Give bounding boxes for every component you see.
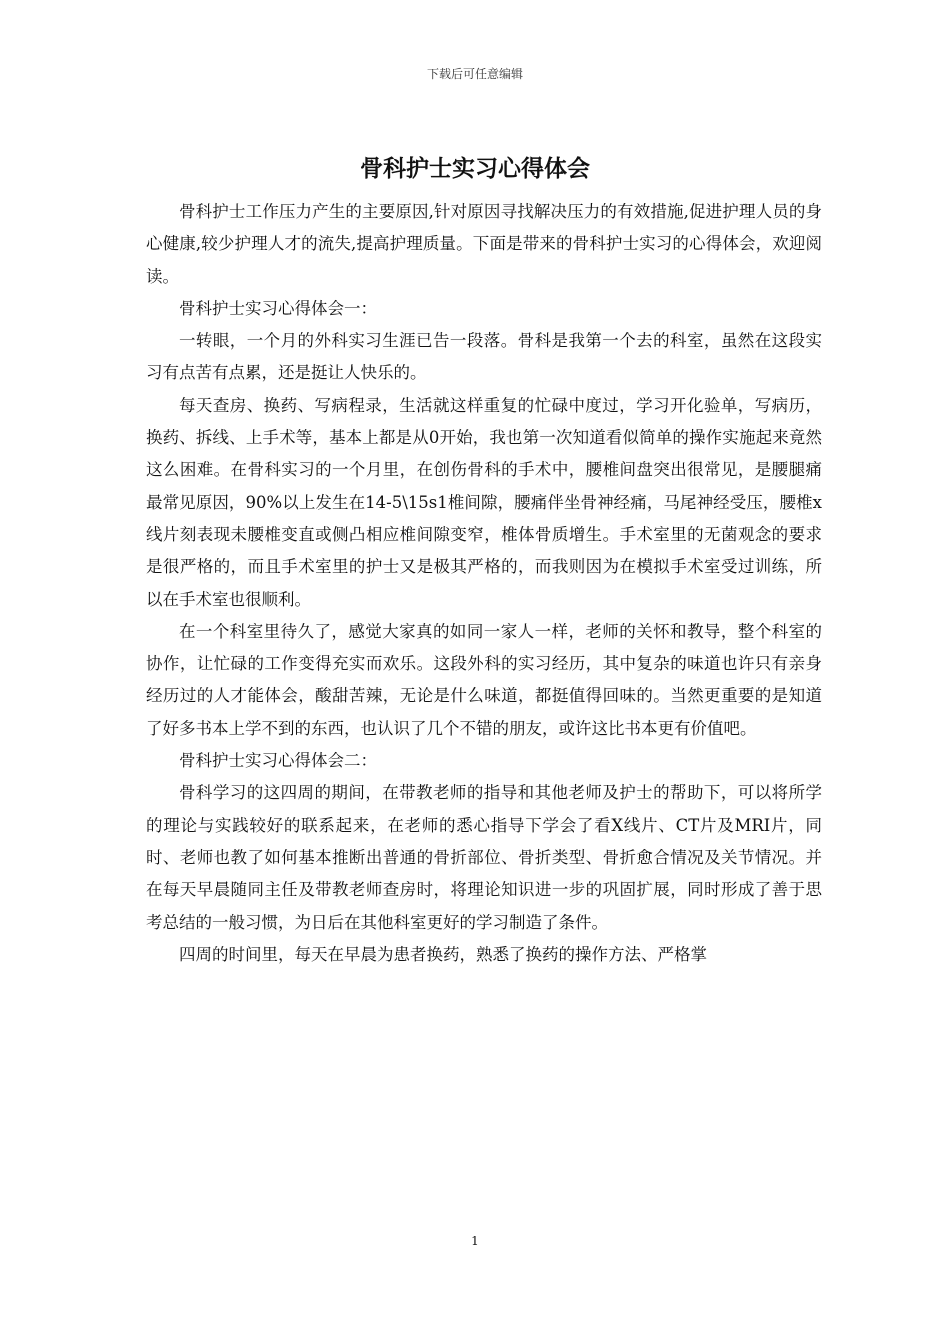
page-number: 1 [471, 1234, 479, 1248]
paragraph: 在一个科室里待久了，感觉大家真的如同一家人一样，老师的关怀和教导，整个科室的协作，让忙碌的工作变得充实而欢乐。这段外科的实习经历，其中复杂的味道也许只有亲身经历过的人才能体会，酸甜苦辣，无论是什么味道，都挺值得回味的。当然更重要的是知道了好多书本上学不到的东西，也认识了几个不错的朋友，或许这比书本更有价值吧。 [146, 621, 822, 738]
paragraph-intro: 骨科护士工作压力产生的主要原因,针对原因寻找解决压力的有效措施,促进护理人员的身心健康,较少护理人才的流失,提高护理质量。下面是带来的骨科护士实习的心得体会，欢迎阅读。 [146, 202, 822, 286]
paragraph: 骨科学习的这四周的期间，在带教老师的指导和其他老师及护士的帮助下，可以将所学的理论与实践较好的联系起来，在老师的悉心指导下学会了看X线片、CT片及MRI片，同时、老师也教了如何基本推断出普通的骨折部位、骨折类型、骨折愈合情况及关节情况。并在每天早晨随同主任及带教老师查房时，将理论知识进一步的巩固扩展，同时形成了善于思考总结的一般习惯，为日后在其他科室更好的学习制造了条件。 [146, 783, 822, 932]
paragraph: 每天查房、换药、写病程录，生活就这样重复的忙碌中度过，学习开化验单，写病历，换药、拆线、上手术等，基本上都是从0开始，我也第一次知道看似简单的操作实施起来竟然这么困难。在骨科实习的一个月里，在创伤骨科的手术中，腰椎间盘突出很常见，是腰腿痛最常见原因，90%以上发生在14-5\15s1椎间隙，腰痛伴坐骨神经痛，马尾神经受压，腰椎x线片刻表现未腰椎变直或侧凸相应椎间隙变窄，椎体骨质增生。手术室里的无菌观念的要求是很严格的，而且手术室里的护士又是极其严格的，而我则因为在模拟手术室受过训练，所以在手术室也很顺利。 [146, 395, 822, 609]
document-body [146, 196, 822, 971]
paragraph: 四周的时间里，每天在早晨为患者换药，熟悉了换药的操作方法、严格掌 [179, 944, 707, 964]
document-title: 骨科护士实习心得体会 [360, 155, 590, 182]
paragraph: 一转眼，一个月的外科实习生涯已告一段落。骨科是我第一个去的科室，虽然在这段实习有点苦有点累，还是挺让人快乐的。 [146, 331, 822, 383]
section-heading-one: 骨科护士实习心得体会一： [179, 298, 377, 318]
header-note: 下载后可任意编辑 [426, 67, 523, 81]
section-heading-two: 骨科护士实习心得体会二： [179, 751, 377, 771]
